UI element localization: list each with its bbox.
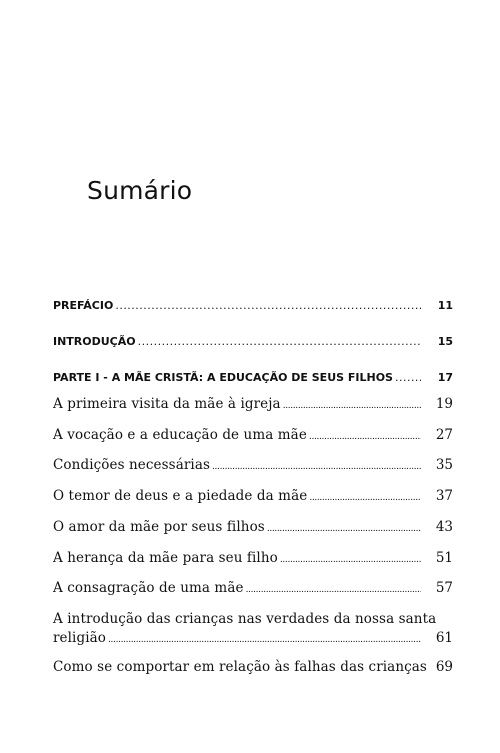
toc-entry-title: A vocação e a educação de uma mãe [53, 427, 307, 443]
toc-entry-page: 15 [437, 335, 453, 348]
toc-entry-introducao[interactable] [53, 335, 453, 348]
toc-entry-title: Condições necessárias [53, 457, 210, 473]
toc-entry-page: 11 [437, 299, 453, 312]
toc-entry-page: 69 [435, 659, 453, 675]
toc-entry-title: PARTE I - A MÃE CRISTÃ: A EDUCAÇÃO DE SEUS FILHOS [53, 371, 393, 384]
toc-entry-chapter[interactable] [53, 427, 453, 443]
toc-entry-title: Como se comportar em relação às falhas das crianças [53, 659, 427, 675]
toc-entry-page: 17 [437, 371, 453, 384]
toc-entry-page: 27 [435, 427, 453, 443]
toc-entry-page: 37 [435, 488, 453, 504]
toc-entry-title: O amor da mãe por seus filhos [53, 519, 265, 535]
toc-entry-title-line1: A introdução das crianças nas verdades da nossa santa [53, 611, 437, 627]
toc-entry-page: 35 [435, 457, 453, 473]
toc-entry-chapter[interactable] [53, 580, 453, 596]
dot-leader [246, 585, 421, 595]
dot-leader [212, 462, 421, 472]
toc-entry-prefacio[interactable] [53, 299, 453, 312]
toc-entry-title: PREFÁCIO [53, 299, 114, 312]
toc-entry-title: INTRODUÇÃO [53, 335, 136, 348]
dot-leader [309, 432, 421, 442]
dot-leader [115, 299, 421, 312]
toc-entry-title: A herança da mãe para seu filho [53, 550, 278, 566]
dot-leader [280, 555, 421, 565]
toc-entry-page: 19 [435, 396, 453, 412]
page-title: Sumário [87, 176, 193, 205]
toc-entry-chapter[interactable] [53, 457, 453, 473]
dot-leader [395, 371, 421, 384]
toc-entry-page: 51 [435, 550, 453, 566]
toc-entry-chapter[interactable] [53, 488, 453, 504]
toc-entry-chapter[interactable] [53, 396, 453, 412]
toc-entry-chapter[interactable] [53, 659, 453, 675]
toc-entry-page: 61 [435, 630, 453, 646]
toc-entry-title: O temor de deus e a piedade da mãe [53, 488, 308, 504]
toc-entry-page: 57 [435, 580, 453, 596]
toc-entry-chapter[interactable] [53, 611, 453, 646]
toc-entry-title: A consagração de uma mãe [53, 580, 244, 596]
toc-entry-title: A primeira visita da mãe à igreja [53, 396, 281, 412]
dot-leader [267, 524, 421, 534]
toc-entry-parte-i[interactable] [53, 371, 453, 384]
dot-leader [138, 335, 421, 348]
dot-leader [283, 401, 421, 411]
dot-leader [108, 635, 421, 645]
toc-entry-chapter[interactable] [53, 519, 453, 535]
toc-entry-page: 43 [435, 519, 453, 535]
dot-leader [309, 493, 421, 503]
toc-entry-chapter[interactable] [53, 550, 453, 566]
toc-entry-title-line2: religião [53, 630, 107, 646]
